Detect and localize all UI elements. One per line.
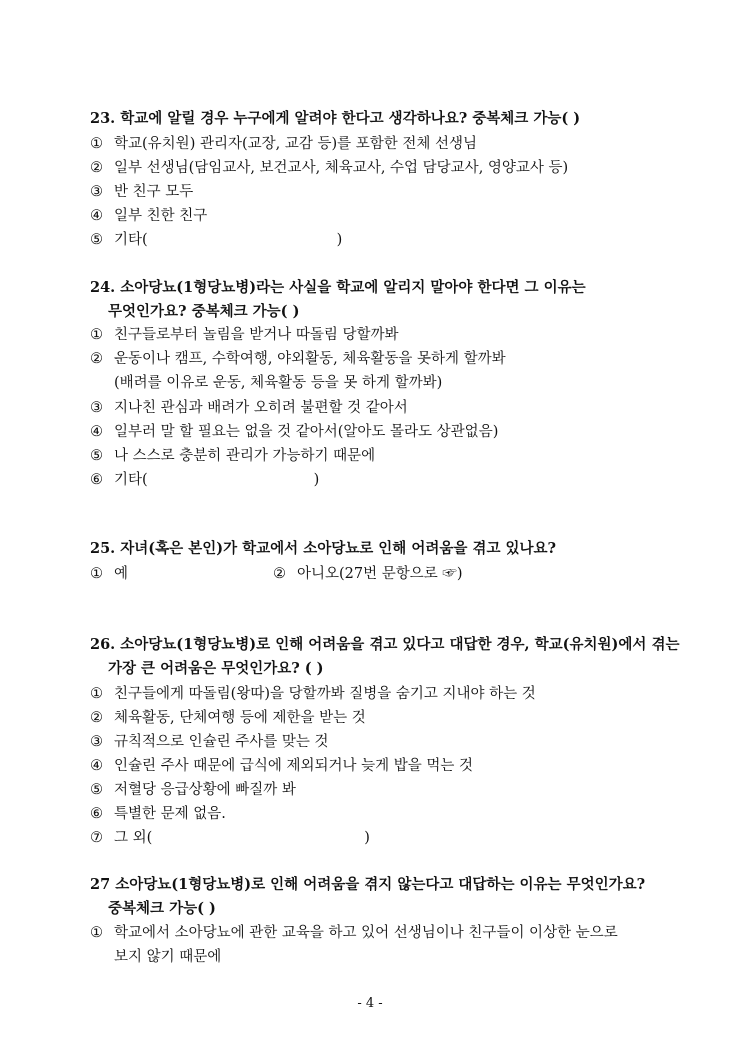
option-text: 아니오(27번 문항으로 ☞) [297, 566, 463, 582]
option-text: 인슐린 주사 때문에 급식에 제외되거나 늦게 밥을 먹는 것 [114, 758, 474, 774]
q25-option-2 [273, 562, 463, 586]
q23-option-4 [90, 204, 207, 228]
option-number: ④ [90, 424, 103, 440]
q25-option-1 [90, 562, 128, 586]
option-text: 일부러 말 할 필요는 없을 것 같아서(알아도 몰라도 상관없음) [114, 424, 499, 440]
q26-option-3 [90, 730, 329, 754]
option-number: ② [90, 160, 103, 176]
question-24-line-2: 무엇인가요? 중복체크 가능( ) [108, 303, 300, 320]
option-number: ⑥ [90, 472, 103, 488]
q26-option-5 [90, 778, 296, 802]
question-27-line-1: 27 소아당뇨(1형당뇨병)로 인해 어려움을 겪지 않는다고 대답하는 이유는 무엇인가요? [90, 876, 646, 893]
option-text: 나 스스로 충분히 관리가 가능하기 때문에 [114, 448, 376, 464]
option-number: ⑥ [90, 806, 103, 822]
option-text: 체육활동, 단체여행 등에 제한을 받는 것 [114, 710, 366, 726]
option-text: 기타( ) [114, 472, 320, 488]
option-text: 반 친구 모두 [114, 184, 194, 200]
option-number: ① [90, 925, 103, 941]
q24-option-6 [90, 468, 319, 492]
q26-option-1 [90, 682, 536, 706]
option-number: ② [90, 351, 103, 367]
option-number: ② [273, 566, 286, 582]
option-text: 일부 친한 친구 [114, 208, 208, 224]
option-text: 보지 않기 때문에 [114, 949, 222, 965]
option-number: ④ [90, 758, 103, 774]
option-text: (배려를 이유로 운동, 체육활동 등을 못 하게 할까봐) [114, 375, 443, 391]
question-27-line-2: 중복체크 가능( ) [108, 900, 216, 917]
option-text: 기타( ) [114, 232, 343, 248]
question-25-title: 25. 자녀(혹은 본인)가 학교에서 소아당뇨로 인해 어려움을 겪고 있나요? [90, 540, 557, 557]
option-number: ① [90, 136, 103, 152]
option-text: 학교에서 소아당뇨에 관한 교육을 하고 있어 선생님이나 친구들이 이상한 눈으로 [114, 925, 618, 941]
page-number: - 4 - [357, 996, 383, 1011]
q26-option-4 [90, 754, 473, 778]
q23-option-1 [90, 132, 477, 156]
option-number: ① [90, 686, 103, 702]
q24-option-5 [90, 444, 375, 468]
option-number: ③ [90, 400, 103, 416]
option-number: ⑦ [90, 830, 103, 846]
option-text: 친구들로부터 놀림을 받거나 따돌림 당할까봐 [114, 327, 399, 343]
option-text: 특별한 문제 없음. [114, 806, 226, 822]
option-text: 지나친 관심과 배려가 오히려 불편할 것 같아서 [114, 400, 408, 416]
question-26-title [90, 633, 679, 681]
option-text: 학교(유치원) 관리자(교장, 교감 등)를 포함한 전체 선생님 [114, 136, 478, 152]
q26-option-2 [90, 706, 366, 730]
question-26-line-2: 가장 큰 어려움은 무엇인가요? ( ) [108, 660, 324, 677]
option-number: ⑤ [90, 448, 103, 464]
option-text: 예 [114, 566, 129, 582]
option-text: 친구들에게 따돌림(왕따)을 당할까봐 질병을 숨기고 지내야 하는 것 [114, 686, 536, 702]
option-number: ③ [90, 184, 103, 200]
option-text: 저혈당 응급상황에 빠질까 봐 [114, 782, 296, 798]
q23-option-5 [90, 228, 342, 252]
q24-option-2-cont [90, 371, 442, 395]
option-number: ② [90, 710, 103, 726]
option-text: 일부 선생님(담임교사, 보건교사, 체육교사, 수업 담당교사, 영양교사 등) [114, 160, 569, 176]
q24-option-2 [90, 347, 506, 371]
question-23-title: 23. 학교에 알릴 경우 누구에게 알려야 한다고 생각하나요? 중복체크 가능( ) [90, 110, 581, 127]
option-number: ① [90, 327, 103, 343]
question-27-title [90, 873, 645, 921]
question-24-line-1: 24. 소아당뇨(1형당뇨병)라는 사실을 학교에 알리지 말아야 한다면 그 이유는 [90, 279, 586, 296]
option-number: ⑤ [90, 782, 103, 798]
q24-option-3 [90, 396, 408, 420]
q23-option-3 [90, 180, 193, 204]
question-24-title [90, 276, 586, 324]
q23-option-2 [90, 156, 568, 180]
q26-option-6 [90, 802, 226, 826]
option-number: ④ [90, 208, 103, 224]
option-text: 그 외( ) [114, 830, 370, 846]
q24-option-4 [90, 420, 498, 444]
q26-option-7 [90, 826, 370, 850]
option-text: 운동이나 캠프, 수학여행, 야외활동, 체육활동을 못하게 할까봐 [114, 351, 506, 367]
q27-option-1 [90, 921, 618, 945]
q24-option-1 [90, 323, 399, 347]
option-number: ⑤ [90, 232, 103, 248]
q27-option-1-cont [90, 945, 221, 969]
question-26-line-1: 26. 소아당뇨(1형당뇨병)로 인해 어려움을 겪고 있다고 대답한 경우, 학교(유치원)에서 겪는 [90, 636, 680, 653]
option-number: ③ [90, 734, 103, 750]
option-number: ① [90, 566, 103, 582]
option-text: 규칙적으로 인슐린 주사를 맞는 것 [114, 734, 329, 750]
